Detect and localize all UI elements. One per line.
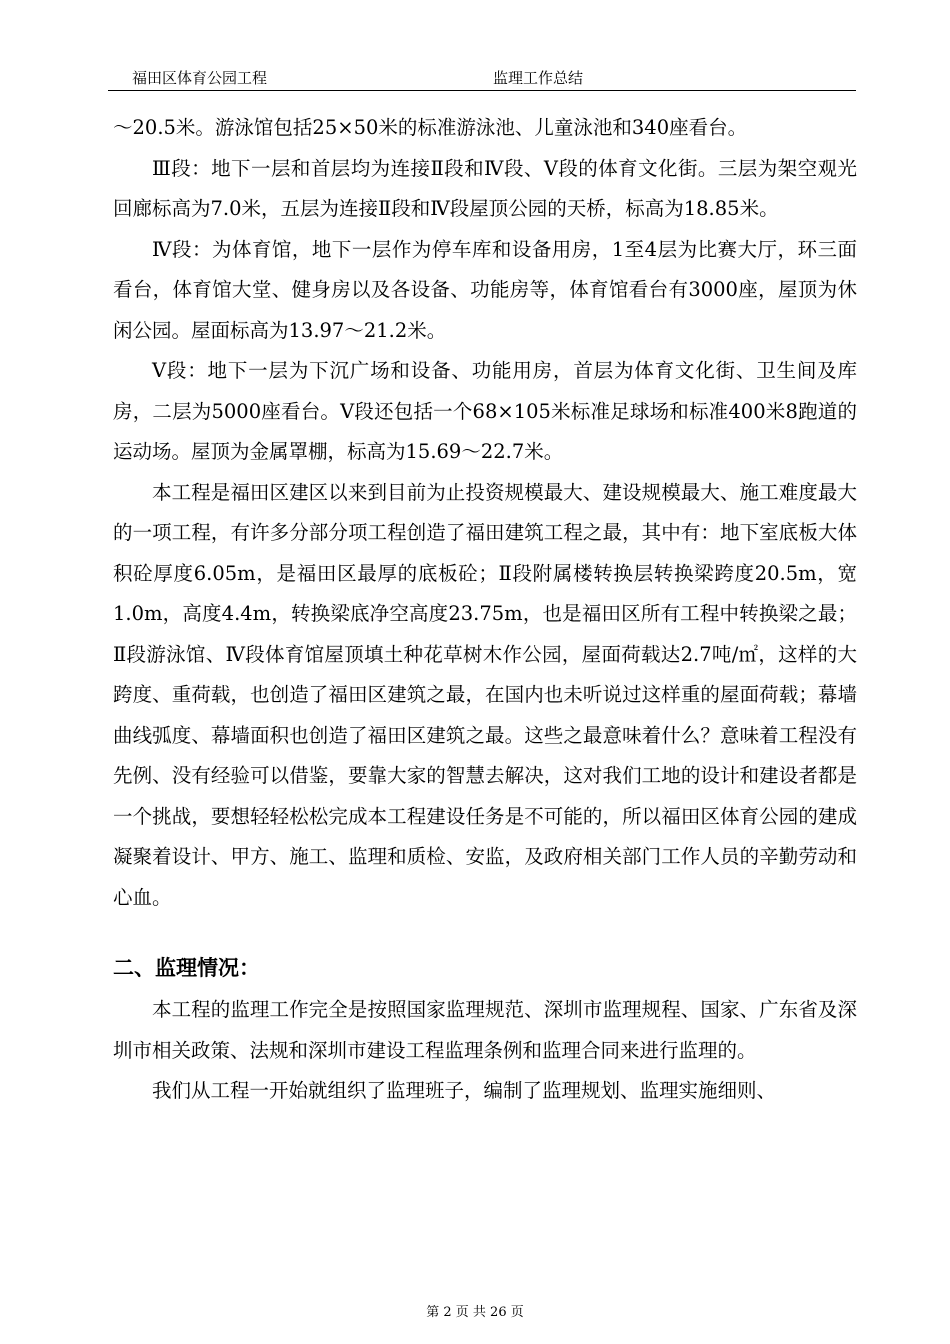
page-header — [108, 64, 856, 91]
header-project-name: 福田区体育公园工程 — [132, 69, 268, 87]
section-heading-supervision: 二、监理情况： — [113, 956, 260, 980]
paragraph-supervision-team: 我们从工程一开始就组织了监理班子，编制了监理规划、监理实施细则、 — [152, 1079, 777, 1102]
paragraph-section-iii: Ⅲ段：地下一层和首层均为连接Ⅱ段和Ⅳ段、Ⅴ段的体育文化街。三层为架空观光回廊标高为7.0米，五层为连接Ⅱ段和Ⅳ段屋顶公园的天桥，标高为18.85米。 — [113, 156, 857, 220]
paragraph-continuation: ～20.5米。游泳馆包括25×50米的标准游泳池、儿童泳池和340座看台。 — [113, 116, 748, 139]
paragraph-project-records: 本工程是福田区建区以来到目前为止投资规模最大、建设规模最大、施工难度最大的一项工程，有许多分部分项工程创造了福田建筑工程之最，其中有：地下室底板大体积砼厚度6.05m，是福田区最厚的底板砼；Ⅱ段附属楼转换层转换梁跨度20.5m，宽1.0m，高度4.4m，转换梁底净空高度23.75m，也是福田区所有工程中转换梁之最；Ⅱ段游泳馆、Ⅳ段体育馆屋顶填土种花草树木作公园，屋面荷载达2.7吨/㎡，这样的大跨度、重荷载，也创造了福田区建筑之最，在国内也未听说过这样重的屋面荷载；幕墙曲线弧度、幕墙面积也创造了福田区建筑之最。这些之最意味着什么？意味着工程没有先例、没有经验可以借鉴，要靠大家的智慧去解决，这对我们工地的设计和建设者都是一个挑战，要想轻轻松松完成本工程建设任务是不可能的，所以福田区体育公园的建成凝聚着设计、甲方、施工、监理和质检、安监，及政府相关部门工作人员的辛勤劳动和心血。 — [113, 480, 857, 909]
page-footer: 第 2 页 共 26 页 — [426, 1305, 524, 1320]
paragraph-section-v: Ⅴ段：地下一层为下沉广场和设备、功能用房，首层为体育文化街、卫生间及库房，二层为5000座看台。Ⅴ段还包括一个68×105米标准足球场和标准400米8跑道的运动场。屋顶为金属罩棚，标高为15.69～22.7米。 — [113, 359, 857, 463]
paragraph-section-iv: Ⅳ段：为体育馆，地下一层作为停车库和设备用房，1至4层为比赛大厅，环三面看台，体育馆大堂、健身房以及各设备、功能房等，体育馆看台有3000座，屋顶为休闲公园。屋面标高为13.97～21.2米。 — [113, 237, 857, 342]
document-body — [113, 108, 857, 1112]
header-document-title: 监理工作总结 — [493, 69, 584, 87]
paragraph-supervision-basis: 本工程的监理工作完全是按照国家监理规范、深圳市监理规程、国家、广东省及深圳市相关政策、法规和深圳市建设工程监理条例和监理合同来进行监理的。 — [113, 998, 857, 1062]
